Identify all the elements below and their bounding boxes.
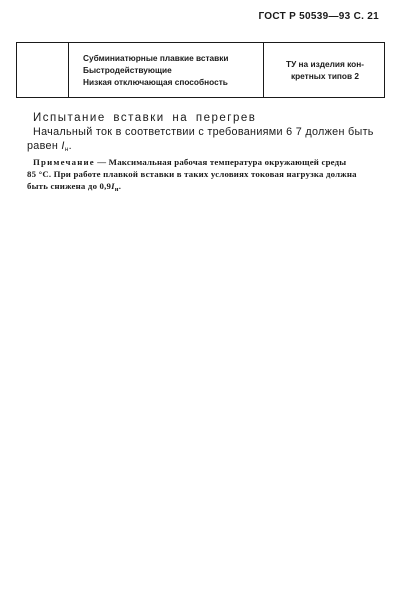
description-line: Субминиатюрные плавкие вставки [83,53,229,63]
paragraph-text: . [68,140,72,152]
note-line [27,180,388,196]
section-heading: Испытание вставки на перегрев [33,112,257,124]
note-text: . [118,181,122,191]
current-symbol: I [61,140,65,152]
description-line: Быстродействующие [83,65,172,75]
description-line: Низкая отключающая способность [83,77,228,87]
reference-cell [269,58,381,82]
fuse-description-cell [83,52,229,88]
paragraph-text: равен [27,140,59,152]
fuse-spec-table [16,42,385,98]
reference-line: ТУ на изделия кон- [286,59,364,69]
note-block [27,156,388,196]
current-symbol: I [111,181,115,191]
note-label: Примечание [33,157,95,167]
page-header: ГОСТ Р 50539—93 С. 21 [258,11,379,22]
paragraph-line [27,139,388,157]
reference-line: кретных типов 2 [290,71,360,81]
current-subscript: н [114,186,119,193]
paragraph-line: Начальный ток в соответствии с требованиями 6 7 должен быть [33,126,374,138]
note-text: — Максимальная рабочая температура окружающей среды [94,157,347,167]
note-text: быть снижена до 0,9 [27,181,112,191]
note-line: 85 °С. При работе плавкой вставки в таких условиях токовая нагрузка должна [27,169,357,179]
table-column-divider [263,43,264,97]
section-paragraph [27,125,388,157]
table-column-divider [68,43,69,97]
current-subscript: н [64,146,69,153]
